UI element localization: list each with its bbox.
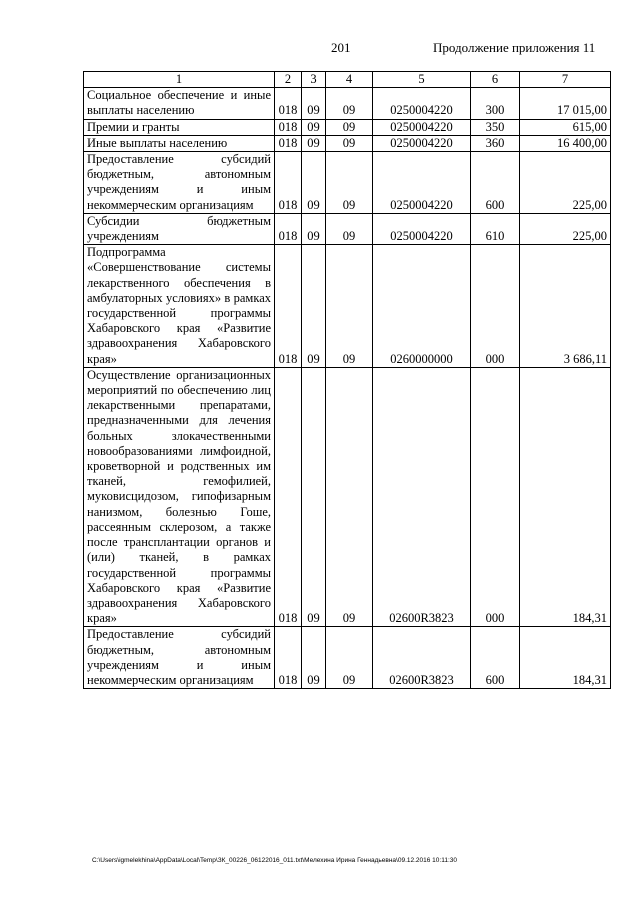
amount-cell: 184,31	[520, 367, 611, 626]
column-header: 1	[84, 72, 275, 88]
ministry-code-cell: 018	[275, 119, 302, 135]
target-article-cell: 0250004220	[373, 135, 471, 151]
section-code-cell: 09	[302, 88, 326, 119]
target-article-cell: 0250004220	[373, 213, 471, 244]
section-code-cell: 09	[302, 152, 326, 214]
target-article-cell: 02600R3823	[373, 627, 471, 689]
amount-cell: 225,00	[520, 213, 611, 244]
section-code-cell: 09	[302, 367, 326, 626]
target-article-cell: 0250004220	[373, 88, 471, 119]
amount-cell: 3 686,11	[520, 245, 611, 368]
row-name-cell: Подпрограмма «Совершенствование системы лекарственного обеспечения в амбулаторных условиях» в рамках государственной программы Хабаровского края «Развитие здравоохранения Хабаровского края»	[84, 245, 275, 368]
ministry-code-cell: 018	[275, 213, 302, 244]
subsection-code-cell: 09	[326, 135, 373, 151]
table-row	[84, 367, 611, 626]
ministry-code-cell: 018	[275, 245, 302, 368]
amount-cell: 615,00	[520, 119, 611, 135]
expense-type-cell: 600	[471, 152, 520, 214]
target-article-cell: 0250004220	[373, 119, 471, 135]
table-row	[84, 152, 611, 214]
table-row	[84, 245, 611, 368]
budget-table	[83, 71, 611, 689]
expense-type-cell: 300	[471, 88, 520, 119]
table-row	[84, 627, 611, 689]
ministry-code-cell: 018	[275, 627, 302, 689]
table-row	[84, 213, 611, 244]
file-path-footer: C:\Users\igmelekhina\AppData\Local\Temp\ЗК_00226_06122016_011.txt\Мелехина Ирина Геннадьевна\09.12.2016 10:11:30	[92, 857, 457, 864]
table-header-row	[84, 72, 611, 88]
column-header: 7	[520, 72, 611, 88]
expense-type-cell: 360	[471, 135, 520, 151]
subsection-code-cell: 09	[326, 88, 373, 119]
expense-type-cell: 000	[471, 245, 520, 368]
section-code-cell: 09	[302, 119, 326, 135]
row-name-cell: Предоставление субсидий бюджетным, автономным учреждениям и иным некоммерческим организациям	[84, 627, 275, 689]
row-name-cell: Премии и гранты	[84, 119, 275, 135]
column-header: 2	[275, 72, 302, 88]
expense-type-cell: 600	[471, 627, 520, 689]
expense-type-cell: 000	[471, 367, 520, 626]
row-name-cell: Социальное обеспечение и иные выплаты населению	[84, 88, 275, 119]
subsection-code-cell: 09	[326, 213, 373, 244]
column-header: 6	[471, 72, 520, 88]
section-code-cell: 09	[302, 135, 326, 151]
subsection-code-cell: 09	[326, 627, 373, 689]
table-row	[84, 135, 611, 151]
row-name-cell: Субсидии бюджетным учреждениям	[84, 213, 275, 244]
appendix-continuation-label: Продолжение приложения 11	[433, 40, 596, 55]
ministry-code-cell: 018	[275, 135, 302, 151]
expense-type-cell: 350	[471, 119, 520, 135]
ministry-code-cell: 018	[275, 152, 302, 214]
ministry-code-cell: 018	[275, 367, 302, 626]
section-code-cell: 09	[302, 627, 326, 689]
target-article-cell: 02600R3823	[373, 367, 471, 626]
table-row	[84, 88, 611, 119]
table-row	[84, 119, 611, 135]
amount-cell: 225,00	[520, 152, 611, 214]
row-name-cell: Иные выплаты населению	[84, 135, 275, 151]
section-code-cell: 09	[302, 213, 326, 244]
amount-cell: 16 400,00	[520, 135, 611, 151]
subsection-code-cell: 09	[326, 152, 373, 214]
row-name-cell: Предоставление субсидий бюджетным, автономным учреждениям и иным некоммерческим организациям	[84, 152, 275, 214]
amount-cell: 184,31	[520, 627, 611, 689]
subsection-code-cell: 09	[326, 245, 373, 368]
page-number: 201	[331, 40, 351, 55]
ministry-code-cell: 018	[275, 88, 302, 119]
column-header: 4	[326, 72, 373, 88]
target-article-cell: 0250004220	[373, 152, 471, 214]
column-header: 5	[373, 72, 471, 88]
column-header: 3	[302, 72, 326, 88]
amount-cell: 17 015,00	[520, 88, 611, 119]
row-name-cell: Осуществление организационных мероприятий по обеспечению лиц лекарственными препаратами, предназначенными для лечения больных злокачественными новообразованиями лимфоидной, кроветворной и родственных им тканей, гемофилией, муковисцидозом, гипофизарным нанизмом, болезнью Гоше, рассеянным склерозом, а также после трансплантации органов и (или) тканей, в рамках государственной программы Хабаровского края «Развитие здравоохранения Хабаровского края»	[84, 367, 275, 626]
subsection-code-cell: 09	[326, 367, 373, 626]
target-article-cell: 0260000000	[373, 245, 471, 368]
expense-type-cell: 610	[471, 213, 520, 244]
section-code-cell: 09	[302, 245, 326, 368]
subsection-code-cell: 09	[326, 119, 373, 135]
